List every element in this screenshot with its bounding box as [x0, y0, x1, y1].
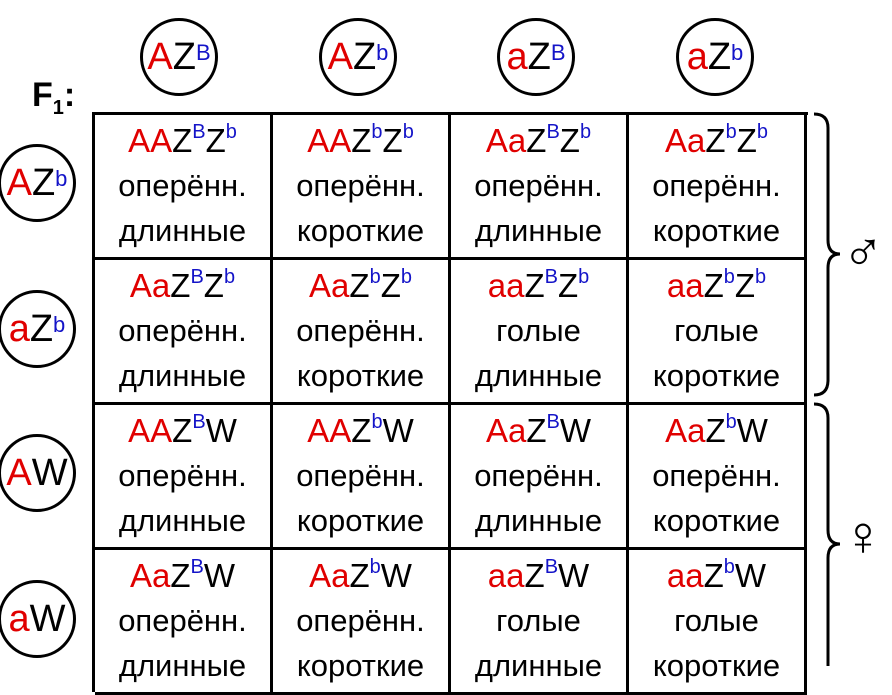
- punnett-cell: [629, 405, 807, 550]
- allele-text: Z: [170, 557, 191, 594]
- punnett-grid: [92, 112, 808, 692]
- allele-text: Z: [705, 122, 726, 159]
- allele-text: Z: [205, 122, 226, 159]
- allele-superscript: b: [723, 556, 735, 578]
- male-symbol: ♂: [842, 220, 884, 283]
- genotype: [451, 119, 626, 163]
- phenotype-feathering: голые: [496, 603, 581, 638]
- phenotype-length: длинные: [474, 358, 603, 393]
- allele-text: aa: [666, 557, 704, 594]
- genotype: [95, 409, 270, 453]
- phenotype-feathering: оперённ.: [118, 458, 247, 493]
- punnett-cell: [95, 260, 273, 405]
- allele-superscript: b: [400, 266, 412, 288]
- punnett-cell: [451, 550, 629, 695]
- genotype: [451, 409, 626, 453]
- allele-text: Z: [351, 122, 372, 159]
- phenotype-feathering: голые: [674, 313, 759, 348]
- allele-text: Z: [734, 267, 756, 304]
- genotype: [629, 264, 804, 308]
- punnett-cell: [451, 115, 629, 260]
- male-gamete-circle: A Z $^B$: [140, 18, 218, 96]
- allele-superscript: b: [579, 121, 592, 143]
- allele-superscript: b: [369, 266, 381, 288]
- allele-text: W: [734, 557, 767, 594]
- allele-text: Z: [703, 557, 724, 594]
- allele-text: W: [31, 452, 68, 494]
- phenotype-length: короткие: [652, 503, 781, 538]
- allele-text: Z: [707, 36, 732, 78]
- punnett-cell: [95, 405, 273, 550]
- genotype: [273, 264, 448, 308]
- genotype: [629, 119, 804, 163]
- allele-text: W: [203, 557, 236, 594]
- genotype: [451, 554, 626, 598]
- allele-superscript: B: [544, 266, 558, 288]
- allele-superscript: B: [190, 266, 204, 288]
- phenotype-feathering: оперённ.: [296, 313, 425, 348]
- phenotype-feathering: оперённ.: [474, 168, 603, 203]
- f1-subscript: 1: [52, 96, 64, 119]
- allele-superscript: B: [190, 556, 204, 578]
- punnett-cell: [451, 405, 629, 550]
- phenotype-feathering: оперённ.: [296, 458, 425, 493]
- phenotype-length: длинные: [474, 213, 603, 248]
- allele-text: aa: [487, 557, 525, 594]
- allele-text: Z: [524, 557, 545, 594]
- allele-text: Z: [203, 267, 224, 304]
- allele-text: Z: [170, 267, 191, 304]
- genotype: [95, 554, 270, 598]
- genotype: [273, 554, 448, 598]
- allele-superscript: b: [723, 266, 735, 288]
- f1-letter: F: [32, 76, 53, 114]
- male-gamete-circle: a Z $^b$: [676, 18, 754, 96]
- genotype: [95, 119, 270, 163]
- allele-superscript: B: [546, 411, 560, 433]
- phenotype-feathering: оперённ.: [118, 168, 247, 203]
- allele-text: a: [8, 598, 30, 640]
- punnett-cell: [451, 260, 629, 405]
- allele-text: Z: [172, 122, 193, 159]
- allele-text: Z: [736, 122, 757, 159]
- allele-text: A: [147, 36, 173, 78]
- allele-text: AA: [307, 122, 352, 159]
- phenotype-length: длинные: [474, 648, 603, 683]
- allele-superscript: b: [756, 121, 768, 143]
- allele-text: Z: [559, 122, 580, 159]
- allele-text: W: [29, 598, 66, 640]
- phenotype-length: длинные: [118, 648, 247, 683]
- allele-text: Z: [172, 36, 196, 78]
- allele-text: a: [8, 308, 30, 350]
- allele-text: Z: [351, 412, 372, 449]
- female-gamete-circle: a Z $^b$: [0, 290, 76, 368]
- allele-text: Z: [31, 162, 56, 204]
- allele-text: W: [559, 412, 592, 449]
- allele-text: Aa: [665, 412, 706, 449]
- allele-superscript: B: [192, 411, 206, 433]
- allele-text: A: [6, 452, 32, 494]
- female-brace: [812, 402, 842, 666]
- allele-text: Aa: [665, 122, 706, 159]
- allele-text: Z: [527, 36, 551, 78]
- allele-text: Z: [705, 412, 726, 449]
- phenotype-length: длинные: [118, 213, 247, 248]
- phenotype-feathering: оперённ.: [474, 458, 603, 493]
- allele-text: Aa: [485, 122, 527, 159]
- male-gamete-circle: A Z $^b$: [319, 18, 397, 96]
- female-gamete-circle: [0, 580, 76, 658]
- phenotype-feathering: оперённ.: [296, 168, 425, 203]
- allele-text: aa: [666, 267, 704, 304]
- f1-colon: :: [63, 76, 76, 114]
- allele-text: a: [506, 36, 528, 78]
- allele-text: Z: [29, 308, 54, 350]
- allele-text: Z: [557, 267, 579, 304]
- allele-superscript: b: [371, 411, 383, 433]
- punnett-cell: [629, 115, 807, 260]
- allele-text: A: [327, 36, 353, 78]
- female-symbol: ♀: [842, 504, 884, 567]
- allele-superscript: b: [578, 266, 590, 288]
- phenotype-length: короткие: [652, 648, 781, 683]
- allele-text: W: [380, 557, 412, 594]
- allele-text: Aa: [309, 267, 350, 304]
- phenotype-length: короткие: [296, 648, 425, 683]
- phenotype-length: короткие: [652, 213, 781, 248]
- allele-text: Aa: [309, 557, 350, 594]
- phenotype-length: длинные: [118, 358, 247, 393]
- genotype: [629, 554, 804, 598]
- punnett-cell: [273, 260, 451, 405]
- allele-text: Aa: [129, 267, 171, 304]
- male-gamete-circle: a Z $^B$: [497, 18, 575, 96]
- phenotype-feathering: оперённ.: [652, 168, 781, 203]
- allele-text: AA: [307, 412, 352, 449]
- allele-text: AA: [128, 412, 173, 449]
- allele-superscript: b: [369, 556, 381, 578]
- allele-superscript: B: [192, 121, 206, 143]
- allele-text: AA: [128, 122, 173, 159]
- genotype: [95, 264, 270, 308]
- phenotype-feathering: голые: [674, 603, 759, 638]
- punnett-cell: [629, 550, 807, 695]
- allele-text: Z: [382, 122, 403, 159]
- allele-text: Z: [349, 267, 370, 304]
- phenotype-length: короткие: [296, 503, 425, 538]
- allele-superscript: b: [755, 266, 767, 288]
- allele-text: W: [382, 412, 414, 449]
- f1-label: [32, 78, 75, 118]
- punnett-cell: [273, 115, 451, 260]
- allele-text: Z: [349, 557, 370, 594]
- allele-text: Aa: [129, 557, 171, 594]
- allele-text: A: [6, 162, 32, 204]
- genotype: [629, 409, 804, 453]
- allele-text: Z: [526, 122, 547, 159]
- allele-text: Z: [526, 412, 547, 449]
- allele-text: Z: [703, 267, 724, 304]
- allele-superscript: b: [402, 121, 414, 143]
- allele-text: Z: [172, 412, 193, 449]
- allele-superscript: b: [371, 121, 383, 143]
- male-brace: [812, 112, 842, 397]
- phenotype-feathering: оперённ.: [118, 603, 247, 638]
- genotype: [451, 264, 626, 308]
- female-gamete-circle: A Z $^b$: [0, 144, 76, 222]
- punnett-cell: [629, 260, 807, 405]
- allele-text: Aa: [485, 412, 527, 449]
- allele-text: Z: [352, 36, 377, 78]
- phenotype-feathering: оперённ.: [296, 603, 425, 638]
- allele-text: aa: [487, 267, 525, 304]
- phenotype-feathering: голые: [496, 313, 581, 348]
- allele-text: W: [558, 557, 590, 594]
- punnett-cell: [95, 550, 273, 695]
- allele-text: Z: [380, 267, 401, 304]
- allele-superscript: b: [725, 121, 737, 143]
- phenotype-length: длинные: [118, 503, 247, 538]
- allele-superscript: B: [544, 556, 559, 578]
- genotype: [273, 119, 448, 163]
- phenotype-length: короткие: [296, 358, 425, 393]
- allele-text: a: [686, 36, 708, 78]
- allele-text: Z: [524, 267, 545, 304]
- punnett-cell: [273, 405, 451, 550]
- phenotype-length: длинные: [474, 503, 603, 538]
- punnett-cell: [273, 550, 451, 695]
- phenotype-feathering: оперённ.: [652, 458, 781, 493]
- genotype: [273, 409, 448, 453]
- allele-text: W: [205, 412, 237, 449]
- punnett-cell: [95, 115, 273, 260]
- allele-superscript: B: [546, 121, 560, 143]
- female-gamete-circle: [0, 434, 76, 512]
- phenotype-feathering: оперённ.: [118, 313, 247, 348]
- allele-text: W: [736, 412, 768, 449]
- phenotype-length: короткие: [652, 358, 781, 393]
- phenotype-length: короткие: [296, 213, 425, 248]
- allele-superscript: b: [225, 121, 237, 143]
- allele-superscript: b: [223, 266, 236, 288]
- allele-superscript: b: [725, 411, 737, 433]
